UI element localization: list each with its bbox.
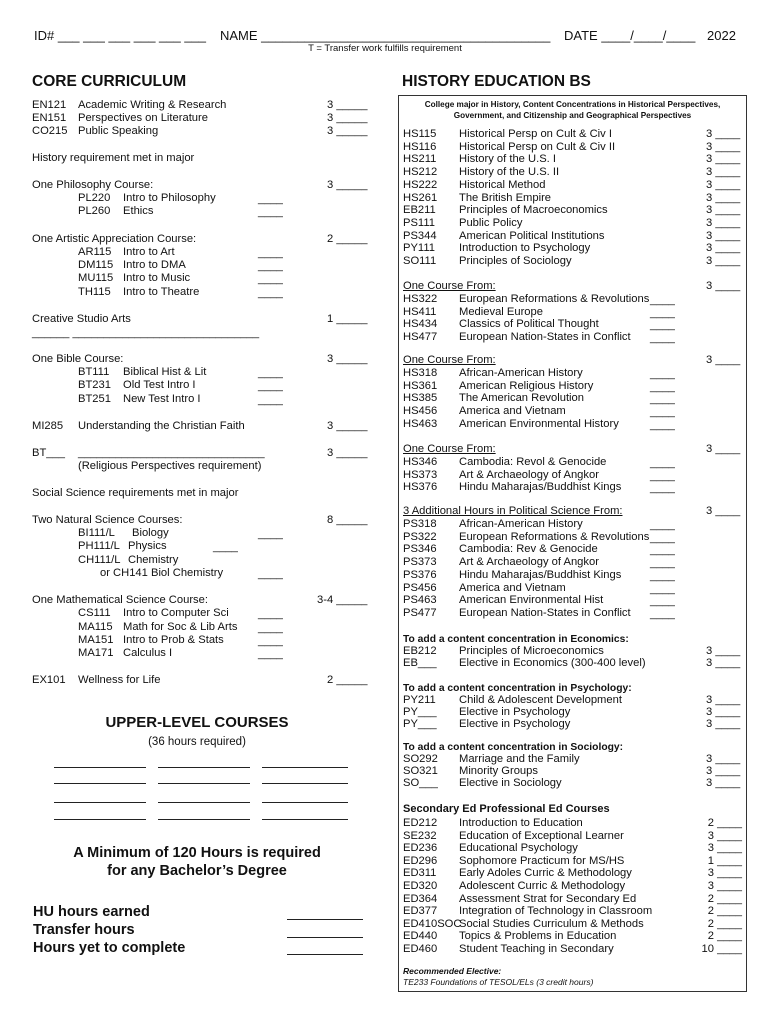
check-blank[interactable]: ____ [650, 457, 675, 469]
course-title: Biology [132, 527, 169, 539]
hours-blank[interactable]: 8 _____ [327, 514, 368, 526]
course-title: Historical Persp on Cult & Civ II [459, 140, 616, 153]
student-id-field[interactable]: ID# ___ ___ ___ ___ ___ ___ [34, 28, 207, 43]
hours-blank[interactable]: 3 ____ [706, 718, 741, 730]
course-title: Introduction to Psychology [459, 242, 591, 255]
course-blank[interactable] [158, 766, 250, 768]
math-label: One Mathematical Science Course: [32, 594, 208, 606]
course-title: Topics & Problems in Education [459, 930, 617, 943]
upper-level-title: UPPER-LEVEL COURSES [105, 714, 289, 731]
hours-blank[interactable]: 3 ____ [706, 753, 741, 765]
course-code: HS361 [403, 379, 438, 392]
course-code: PS376 [403, 568, 437, 581]
hu-hours-blank[interactable] [287, 918, 363, 920]
course-title: History of the U.S. I [459, 153, 556, 166]
check-blank[interactable]: ____ [650, 332, 675, 345]
course-code: PS322 [403, 530, 437, 543]
course-title: American Environmental History [459, 417, 619, 430]
course-title: Child & Adolescent Development [459, 694, 622, 706]
course-code: PL220 [78, 192, 111, 204]
hours-blank[interactable]: 3 ____ [706, 443, 741, 455]
course-title: Intro to Music [123, 272, 191, 284]
course-title: Principles of Macroeconomics [459, 204, 608, 217]
course-code: BT111 [78, 366, 110, 378]
course-code: SO111 [403, 255, 437, 267]
course-title: Elective in Psychology [459, 718, 571, 730]
check-blank[interactable]: ____ [258, 568, 283, 580]
course-code: HS261 [403, 191, 438, 204]
course-code: SE232 [403, 829, 437, 842]
bible-label: One Bible Course: [32, 353, 124, 365]
course-title: America and Vietnam [459, 581, 566, 594]
creative-label: Creative Studio Arts [32, 313, 131, 325]
group-label: One Course From: [403, 354, 496, 366]
list-item [32, 99, 66, 112]
course-code: PY___ [403, 718, 437, 730]
hours-blank[interactable]: 2 ____ [707, 892, 742, 905]
course-code: HS411 [403, 305, 437, 318]
course-code: PL260 [78, 205, 111, 217]
course-title: American Religious History [459, 379, 594, 392]
course-title: African-American History [459, 367, 583, 379]
course-blank[interactable] [158, 801, 250, 803]
hu-hours-label: HU hours earned [33, 904, 150, 920]
course-code: EB211 [403, 204, 436, 217]
creative-course-blank[interactable]: ______ ______________________________ [32, 327, 260, 339]
course-code: EN121 [32, 99, 67, 111]
course-code: ED440 [403, 930, 438, 943]
course-code: HS463 [403, 417, 438, 430]
check-blank[interactable]: ____ [650, 569, 675, 582]
course-title: Student Teaching in Secondary [459, 943, 614, 955]
check-blank[interactable]: ____ [650, 294, 675, 306]
hours-blank[interactable]: 10 ____ [701, 943, 742, 955]
group-label: 3 Additional Hours in Political Science From: [403, 505, 623, 517]
hours-blank[interactable]: 3 ____ [706, 765, 741, 777]
course-title: Understanding the Christian Faith [78, 420, 245, 432]
course-code[interactable]: BT___ [32, 447, 65, 459]
philosophy-label: One Philosophy Course: [32, 179, 154, 191]
hours-blank[interactable]: 3 _____ [327, 353, 368, 365]
course-code: HS222 [403, 178, 438, 191]
hours-blank[interactable]: 3 _____ [327, 179, 368, 191]
hours-blank[interactable]: 3 ____ [706, 140, 741, 153]
transfer-hours-blank[interactable] [287, 936, 363, 938]
course-blank[interactable] [262, 818, 348, 820]
hours-blank[interactable]: 2 _____ [327, 674, 368, 686]
natural-science-label: Two Natural Science Courses: [32, 514, 183, 526]
hours-blank[interactable]: 2 ____ [707, 930, 742, 943]
course-code: CO215 [32, 125, 68, 137]
course-code: HS385 [403, 392, 438, 405]
hours-blank[interactable]: 3 ____ [706, 216, 741, 229]
course-title: History of the U.S. II [459, 166, 560, 179]
hours-blank[interactable]: 3 _____ [327, 447, 368, 459]
course-code: ED311 [403, 867, 437, 880]
course-code: HS434 [403, 318, 438, 331]
course-title: European Reformations & Revolutions [459, 293, 650, 305]
concentration-label: To add a content concentration in Economics: [403, 634, 629, 645]
course-title: New Test Intro I [123, 393, 201, 405]
social-met-note: Social Science requirements met in major [32, 487, 239, 499]
recommended-label: Recommended Elective: [403, 966, 502, 976]
check-blank[interactable]: ____ [258, 648, 283, 660]
course-code: EB___ [403, 657, 437, 669]
course-title: Cambodia: Rev & Genocide [459, 543, 598, 556]
course-title: Math for Soc & Lib Arts [123, 621, 238, 633]
course-code: BI111/L [78, 527, 115, 539]
box-subtitle: College major in History, Content Concentrations in Historical Perspectives, [424, 100, 721, 109]
course-code: PS373 [403, 556, 437, 569]
course-title: Intro to Art [123, 246, 175, 258]
check-blank[interactable]: ____ [650, 544, 675, 557]
course-title: Elective in Sociology [459, 777, 562, 789]
check-blank[interactable]: ____ [258, 287, 283, 299]
course-title: Integration of Technology in Classroom [459, 905, 653, 918]
hours-remaining-label: Hours yet to complete [33, 940, 186, 956]
check-blank[interactable]: ____ [258, 273, 283, 285]
check-blank[interactable]: ____ [258, 608, 283, 620]
hours-blank[interactable]: 3 ____ [706, 645, 741, 657]
hours-blank[interactable]: 3 _____ [327, 125, 368, 137]
course-code: PH111/L [78, 540, 120, 552]
course-code: ED212 [403, 817, 438, 829]
course-title: America and Vietnam [459, 405, 566, 418]
course-code: HS456 [403, 405, 438, 418]
core-curriculum-title: CORE CURRICULUM [32, 73, 187, 90]
course-title: Assessment Strat for Secondary Ed [459, 892, 637, 905]
course-title: Art & Archaeology of Angkor [459, 468, 599, 481]
course-code: BT251 [78, 393, 111, 405]
check-blank[interactable]: ____ [258, 380, 283, 392]
course-code: MA171 [78, 647, 114, 659]
course-code: PS346 [403, 543, 437, 556]
course-title: Public Speaking [78, 125, 159, 137]
course-title: Physics [128, 540, 167, 552]
course-code: ED377 [403, 905, 438, 918]
course-code: PS344 [403, 229, 437, 242]
course-title: Old Test Intro I [123, 379, 196, 391]
course-blank[interactable] [158, 782, 250, 784]
check-blank[interactable]: ____ [650, 482, 675, 495]
artistic-label: One Artistic Appreciation Course: [32, 233, 197, 245]
group-label: One Course From: [403, 443, 496, 455]
course-blank[interactable] [54, 782, 146, 784]
course-code: HS373 [403, 468, 438, 481]
course-title: Marriage and the Family [459, 753, 580, 765]
hours-blank[interactable]: 3 ____ [707, 867, 742, 880]
course-code: PS477 [403, 606, 437, 619]
course-code: EX101 [32, 674, 66, 686]
course-code: EB212 [403, 645, 437, 657]
hours-blank[interactable]: 3 ____ [706, 255, 741, 267]
course-title: Cambodia: Revol & Genocide [459, 456, 607, 468]
check-blank[interactable]: ____ [650, 380, 675, 393]
course-code: PS456 [403, 581, 437, 594]
course-code: HS322 [403, 293, 438, 305]
hours-blank[interactable]: 3 ____ [706, 657, 741, 669]
course-title: African-American History [459, 518, 583, 530]
concentration-label: To add a content concentration in Psychology: [403, 683, 632, 694]
history-education-title: HISTORY EDUCATION BS [402, 73, 591, 90]
course-title: Intro to Prob & Stats [123, 634, 224, 646]
check-blank[interactable]: ____ [258, 528, 283, 540]
hours-blank[interactable]: 3 ____ [707, 829, 742, 842]
hours-blank[interactable]: 3 ____ [706, 178, 741, 191]
hours-blank[interactable]: 3 ____ [706, 242, 741, 255]
hours-blank[interactable]: 3 ____ [706, 505, 741, 517]
course-title: Principles of Microeconomics [459, 645, 604, 657]
course-blank[interactable] [54, 766, 146, 768]
religious-note: (Religious Perspectives requirement) [78, 460, 262, 472]
course-title: Elective in Economics (300-400 level) [459, 657, 646, 669]
course-blank[interactable] [158, 818, 250, 820]
course-code: AR115 [78, 246, 112, 258]
course-code: HS211 [403, 153, 437, 166]
course-code: ED460 [403, 943, 438, 955]
course-code: SO___ [403, 777, 438, 789]
course-title: Intro to DMA [123, 259, 186, 271]
course-code: PY111 [403, 242, 435, 255]
course-title: Public Policy [459, 216, 523, 229]
check-blank[interactable]: ____ [258, 206, 283, 218]
course-blank[interactable] [262, 782, 348, 784]
course-code: MA151 [78, 634, 114, 646]
check-blank[interactable]: ____ [258, 635, 283, 647]
course-title: Medieval Europe [459, 305, 543, 318]
course-title: Elective in Psychology [459, 706, 571, 718]
course-title: Calculus I [123, 647, 173, 659]
hours-blank[interactable]: 3 _____ [327, 112, 368, 124]
check-blank[interactable]: ____ [258, 193, 283, 205]
hours-blank[interactable]: 3 ____ [706, 694, 741, 706]
course-code: ED364 [403, 892, 438, 905]
course-blank[interactable] [262, 766, 348, 768]
course-title: American Political Institutions [459, 229, 605, 242]
course-title: Art & Archaeology of Angkor [459, 556, 599, 569]
check-blank[interactable]: ____ [258, 394, 283, 406]
religious-course-blank[interactable]: ______________________________ [78, 447, 265, 459]
check-blank[interactable]: ____ [650, 519, 675, 531]
check-blank[interactable]: ____ [258, 247, 283, 259]
course-code: TH115 [78, 286, 111, 298]
course-code: PY211 [403, 694, 436, 706]
course-blank[interactable] [54, 818, 146, 820]
course-code: ED296 [403, 854, 438, 867]
check-blank[interactable]: ____ [650, 306, 675, 319]
course-title: Social Studies Curriculum & Methods [459, 917, 644, 930]
transfer-hours-label: Transfer hours [33, 922, 135, 938]
course-code: PS111 [403, 216, 435, 229]
course-title: American Environmental Hist [459, 594, 604, 607]
course-code: DM115 [78, 259, 114, 271]
course-title: Early Adoles Curric & Methodology [459, 867, 632, 880]
hours-blank[interactable]: 3 ____ [706, 229, 741, 242]
course-title: Intro to Computer Sci [123, 607, 229, 619]
course-title: The British Empire [459, 191, 552, 204]
check-blank[interactable]: ____ [650, 406, 675, 419]
hours-blank[interactable]: 3 ____ [706, 153, 741, 166]
hours-blank[interactable]: 3 ____ [706, 166, 741, 179]
check-blank[interactable]: ____ [650, 557, 675, 570]
course-code: PS463 [403, 594, 437, 607]
concentration-label: To add a content concentration in Sociology: [403, 742, 624, 753]
history-met-note: History requirement met in major [32, 152, 195, 164]
course-title: Introduction to Education [459, 817, 583, 829]
course-code: MU115 [78, 272, 114, 284]
course-code: HS346 [403, 456, 438, 468]
check-blank[interactable]: ____ [650, 582, 675, 595]
check-blank[interactable]: ____ [650, 531, 675, 544]
course-code: HS318 [403, 367, 438, 379]
education-label: Secondary Ed Professional Ed Courses [403, 803, 610, 815]
course-title: Intro to Theatre [123, 286, 200, 298]
course-title: Educational Psychology [459, 842, 578, 855]
course-title: The American Revolution [459, 392, 584, 405]
upper-level-subtitle: (36 hours required) [148, 736, 246, 748]
course-code: HS477 [403, 331, 438, 344]
course-code: PY___ [403, 706, 437, 718]
course-blank[interactable] [54, 801, 146, 803]
course-title: Hindu Maharajas/Buddhist Kings [459, 568, 622, 581]
hours-blank[interactable]: 3 ____ [706, 191, 741, 204]
hours-blank[interactable]: 3 ____ [706, 354, 741, 366]
hours-blank[interactable]: 3 ____ [706, 777, 741, 789]
course-title: Wellness for Life [78, 674, 161, 686]
course-code: SO292 [403, 753, 438, 765]
hours-blank[interactable]: 1 _____ [327, 313, 368, 325]
check-blank[interactable]: ____ [258, 622, 283, 634]
course-title: Principles of Sociology [459, 255, 572, 267]
course-code: SO321 [403, 765, 438, 777]
hours-blank[interactable]: 3-4 _____ [317, 594, 368, 606]
check-blank[interactable]: ____ [213, 541, 238, 553]
course-title: Chemistry [128, 554, 179, 566]
course-code: ED236 [403, 842, 438, 855]
course-title: Historical Method [459, 178, 546, 191]
check-blank[interactable]: ____ [650, 607, 675, 620]
hours-blank[interactable]: 3 ____ [707, 880, 742, 892]
check-blank[interactable]: ____ [650, 595, 675, 608]
hours-blank[interactable]: 3 ____ [706, 128, 741, 140]
check-blank[interactable]: ____ [650, 418, 675, 431]
course-code: HS212 [403, 166, 438, 179]
group-label: One Course From: [403, 280, 496, 292]
hours-blank[interactable]: 3 ____ [706, 280, 741, 292]
course-title: Hindu Maharajas/Buddhist Kings [459, 481, 622, 494]
course-code: CH111/L [78, 554, 121, 566]
check-blank[interactable]: ____ [650, 368, 675, 380]
course-title: European Reformations & Revolutions [459, 530, 650, 543]
course-code: PS318 [403, 518, 437, 530]
minimum-hours-line1: A Minimum of 120 Hours is required [73, 845, 321, 861]
course-code: HS376 [403, 481, 438, 494]
course-title: Perspectives on Literature [78, 112, 208, 124]
hours-blank[interactable]: 3 _____ [327, 420, 368, 432]
course-title: Classics of Political Thought [459, 318, 599, 331]
check-blank[interactable]: ____ [258, 367, 283, 379]
course-code: ED410SOC [403, 917, 462, 930]
course-code: MI285 [32, 420, 64, 432]
course-title: Historical Persp on Cult & Civ I [459, 128, 612, 140]
course-title: Intro to Philosophy [123, 192, 216, 204]
course-code: ED320 [403, 880, 438, 892]
hours-blank[interactable]: 1 ____ [707, 854, 742, 867]
course-title: Minority Groups [459, 765, 538, 777]
chemistry-alternative: or CH141 Biol Chemistry [100, 567, 224, 579]
transfer-note: T = Transfer work fulfills requirement [308, 43, 462, 54]
recommended-course: TE233 Foundations of TESOL/ELs (3 credit hours) [403, 977, 594, 987]
course-code: CS111 [78, 607, 111, 619]
hours-remaining-blank[interactable] [287, 953, 363, 955]
course-blank[interactable] [262, 801, 348, 803]
hours-blank[interactable]: 3 ____ [706, 204, 741, 217]
course-code: BT231 [78, 379, 111, 391]
course-title: Ethics [123, 205, 154, 217]
student-name-field[interactable]: NAME ________________________________________ [220, 28, 551, 43]
check-blank[interactable]: ____ [650, 393, 675, 406]
course-code: EN151 [32, 112, 67, 124]
course-code: MA115 [78, 621, 113, 633]
course-code: HS115 [403, 128, 437, 140]
course-title: European Nation-States in Conflict [459, 606, 631, 619]
box-subtitle: Government, and Citizenship and Geographical Perspectives [453, 111, 692, 120]
hours-blank[interactable]: 2 _____ [327, 233, 368, 245]
hours-blank[interactable]: 2 ____ [707, 905, 742, 918]
course-title: Biblical Hist & Lit [123, 366, 207, 378]
check-blank[interactable]: ____ [258, 260, 283, 272]
minimum-hours-line2: for any Bachelor’s Degree [107, 863, 287, 879]
course-title: European Nation-States in Conflict [459, 331, 631, 344]
course-title: Adolescent Curric & Methodology [459, 880, 626, 892]
hours-blank[interactable]: 2 ____ [707, 917, 742, 930]
course-code: HS116 [403, 140, 437, 153]
check-blank[interactable]: ____ [650, 469, 675, 482]
course-title: Education of Exceptional Learner [459, 829, 624, 842]
hours-blank[interactable]: 3 ____ [706, 706, 741, 718]
check-blank[interactable]: ____ [650, 319, 675, 332]
hours-blank[interactable]: 3 _____ [327, 99, 368, 111]
course-title: Academic Writing & Research [78, 99, 227, 111]
hours-blank[interactable]: 3 ____ [707, 842, 742, 855]
year-label: 2022 [707, 28, 736, 43]
course-title: Sophomore Practicum for MS/HS [459, 854, 625, 867]
hours-blank[interactable]: 2 ____ [707, 817, 742, 829]
date-field[interactable]: DATE ____/____/____ [564, 28, 696, 43]
